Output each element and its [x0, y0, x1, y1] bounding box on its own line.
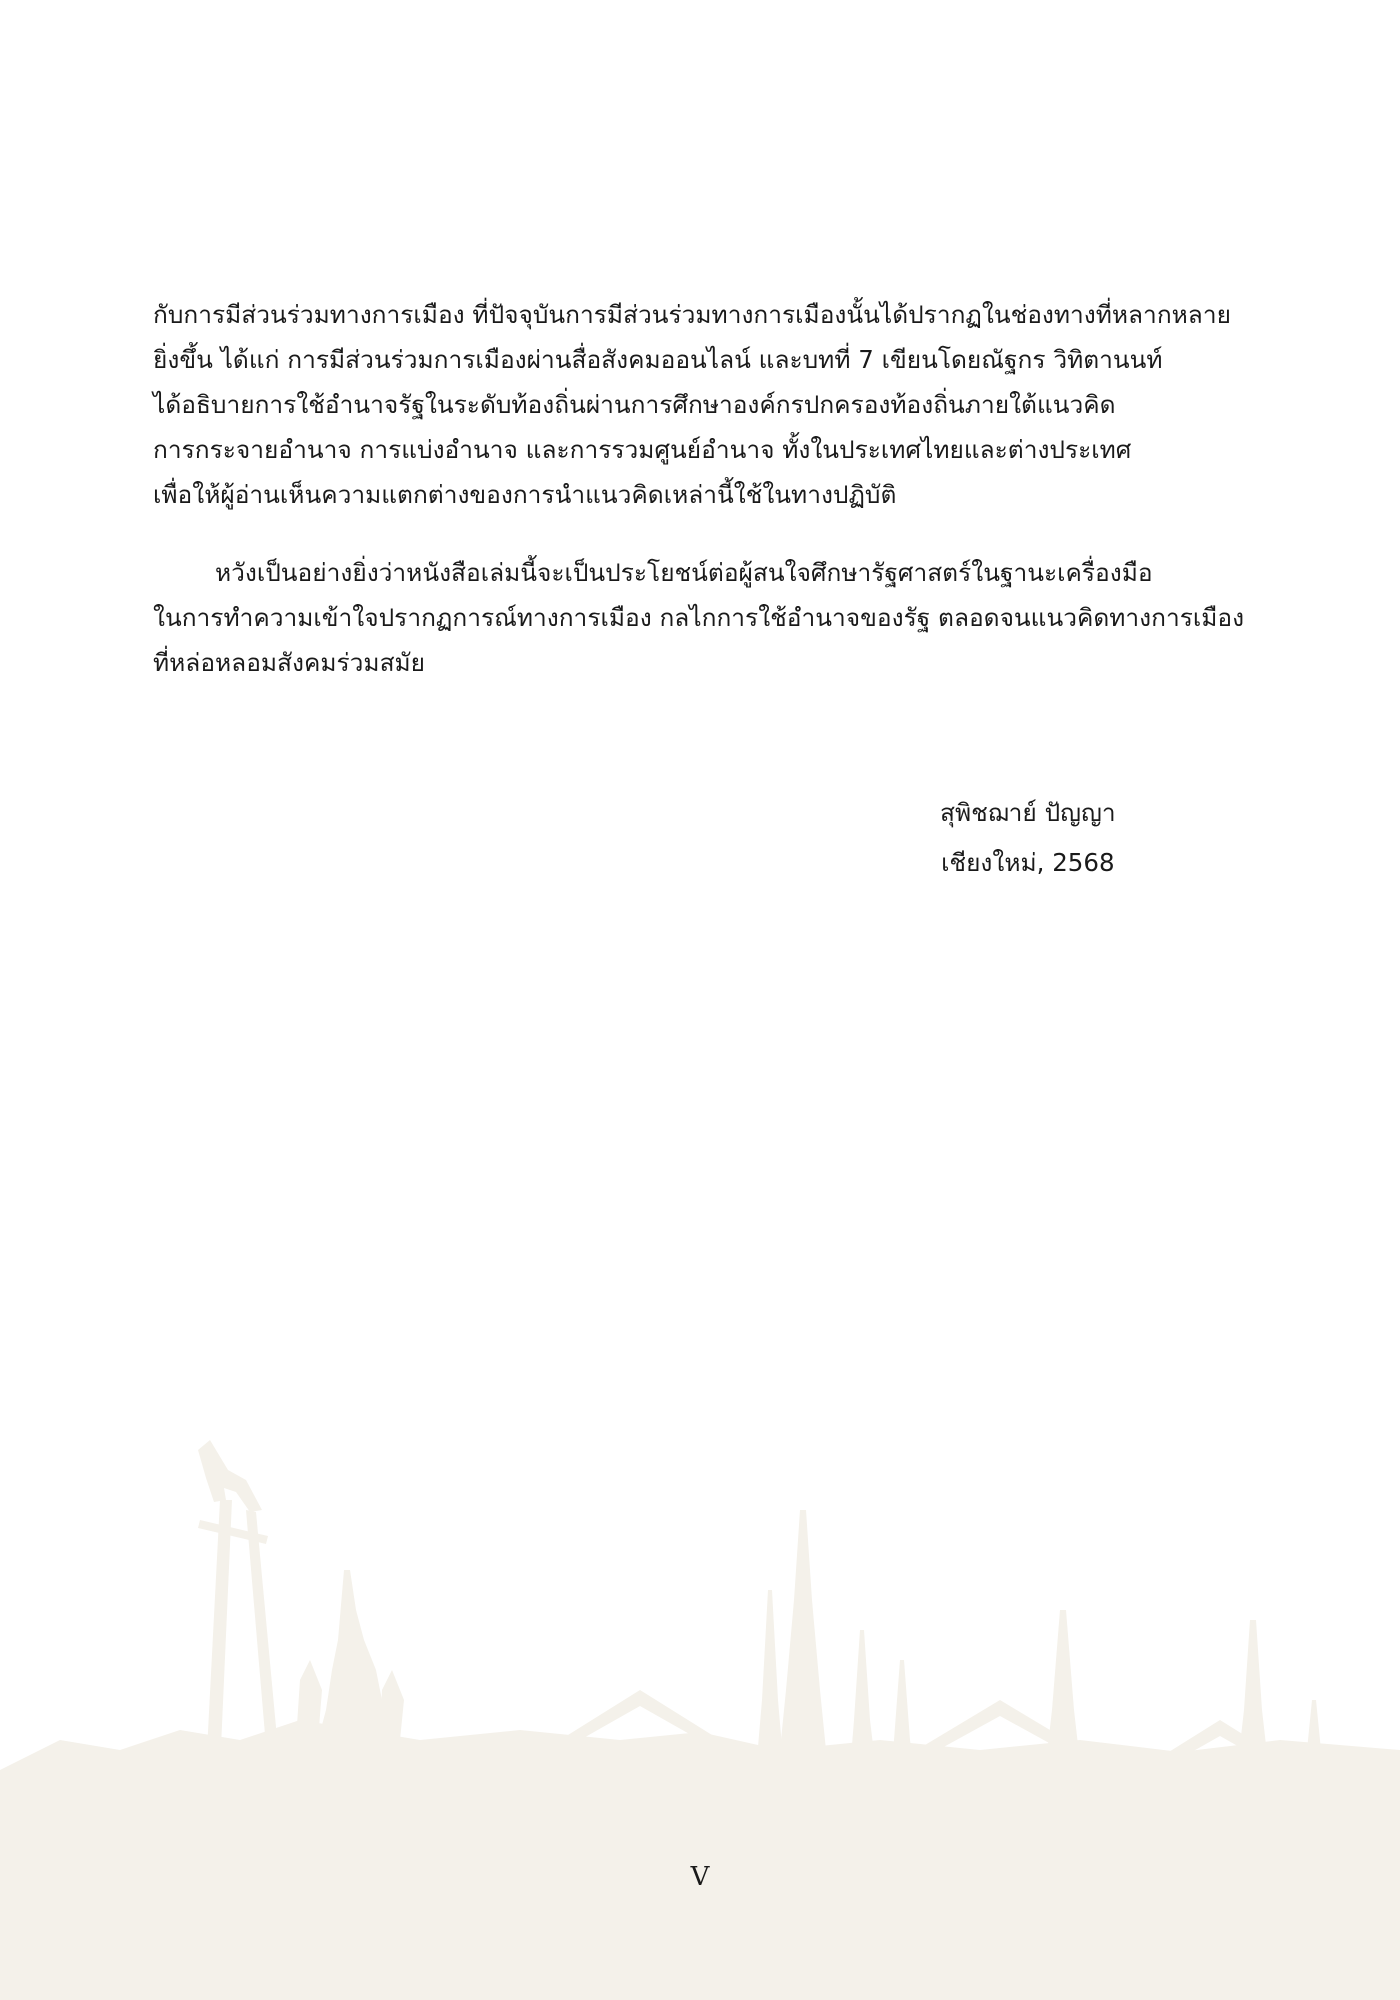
text-line: ยิ่งขึ้น ได้แก่ การมีส่วนร่วมการเมืองผ่านสื่อสังคมออนไลน์ และบทที่ 7 เขียนโดยณัฐกร วิทิตานนท์ — [153, 345, 1163, 374]
text-line: ได้อธิบายการใช้อำนาจรัฐในระดับท้องถิ่นผ่านการศึกษาองค์กรปกครองท้องถิ่นภายใต้แนวคิด — [153, 390, 1116, 419]
paragraph — [153, 292, 1239, 517]
author-name: สุพิชฌาย์ ปัญญา — [940, 798, 1116, 827]
signature-block — [940, 788, 1116, 888]
body-text — [153, 292, 1245, 685]
page-number: V — [690, 1862, 710, 1892]
text-line: หวังเป็นอย่างยิ่งว่าหนังสือเล่มนี้จะเป็นประโยชน์ต่อผู้สนใจศึกษารัฐศาสตร์ในฐานะเครื่องมือ — [215, 558, 1153, 587]
paragraph — [153, 550, 1245, 685]
place-and-year: เชียงใหม่, 2568 — [941, 848, 1115, 877]
text-line: กับการมีส่วนร่วมทางการเมือง ที่ปัจจุบันการมีส่วนร่วมทางการเมืองนั้นได้ปรากฏในช่องทางที่หลากหลาย — [153, 300, 1231, 329]
text-line: ในการทำความเข้าใจปรากฏการณ์ทางการเมือง กลไกการใช้อำนาจของรัฐ ตลอดจนแนวคิดทางการเมือง — [153, 603, 1245, 632]
text-line: ที่หล่อหลอมสังคมร่วมสมัย — [153, 648, 426, 677]
temple-silhouette-watermark — [0, 1440, 1400, 2000]
text-line: การกระจายอำนาจ การแบ่งอำนาจ และการรวมศูนย์อำนาจ ทั้งในประเทศไทยและต่างประเทศ — [153, 435, 1132, 464]
text-line: เพื่อให้ผู้อ่านเห็นความแตกต่างของการนำแนวคิดเหล่านี้ใช้ในทางปฏิบัติ — [153, 480, 897, 509]
